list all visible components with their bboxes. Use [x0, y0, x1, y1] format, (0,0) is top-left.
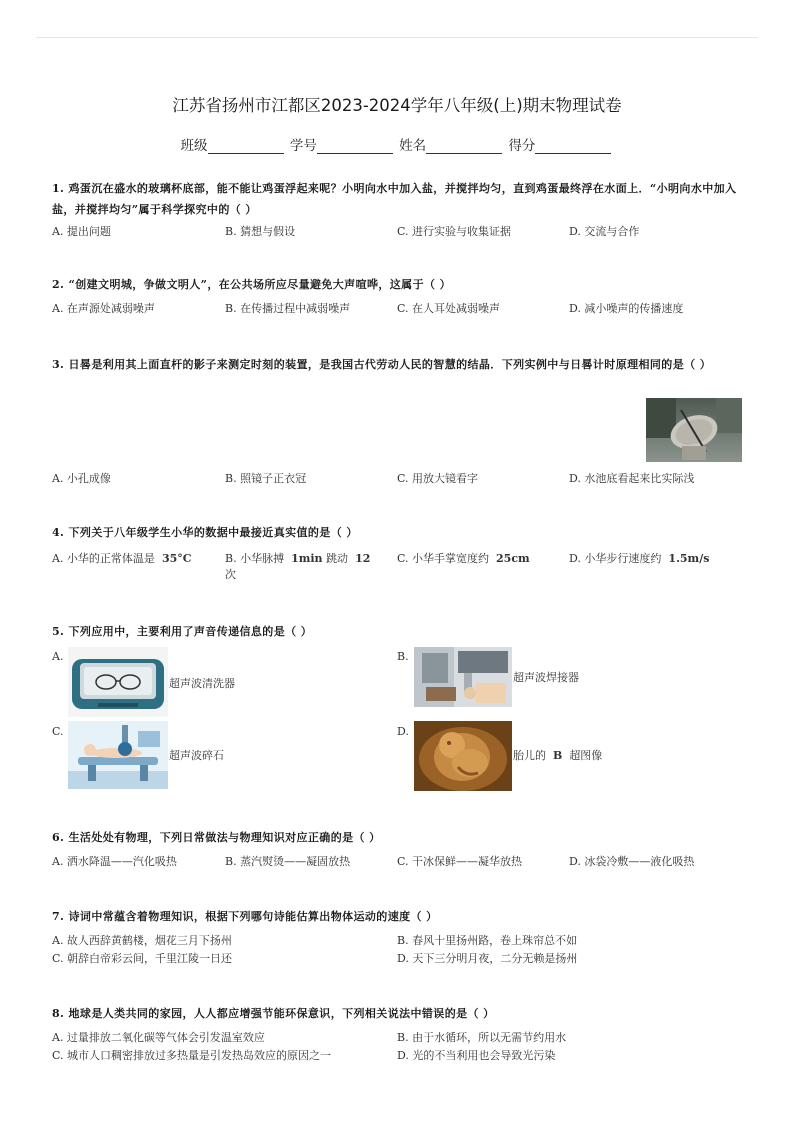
question-7 — [52, 906, 742, 969]
sundial-image — [646, 398, 742, 462]
question-stem: 8. 地球是人类共同的家园，人人都应增强节能环保意识，下列相关说法中错误的是（ ） — [52, 1007, 495, 1020]
score-blank[interactable] — [535, 139, 611, 154]
option-c-text: C. 小华手掌宽度约 — [397, 552, 490, 565]
option-d-caption-letter: B — [553, 749, 563, 762]
option-c[interactable]: C. 在人耳处减弱噪声 — [397, 302, 501, 315]
option-b-value-2: 12 — [355, 552, 371, 565]
options-row — [52, 854, 742, 874]
option-d[interactable]: D. 天下三分明月夜，二分无赖是扬州 — [397, 952, 578, 965]
option-c[interactable] — [397, 551, 530, 567]
question-6 — [52, 827, 742, 874]
student-info-line — [0, 134, 794, 154]
ultrasonic-welder-image — [414, 647, 512, 707]
option-a[interactable]: A. — [52, 650, 64, 663]
option-d-caption-text-2: 超图像 — [569, 749, 603, 762]
question-8 — [52, 1003, 742, 1066]
student-id-label: 学号 — [289, 138, 317, 154]
option-d-text: D. 小华步行速度约 — [569, 552, 662, 565]
options-row-1 — [52, 933, 742, 951]
option-b-text-2: 跳动 — [326, 552, 349, 565]
option-d[interactable]: D. — [397, 725, 409, 738]
question-4 — [52, 522, 742, 543]
question-4-options — [52, 551, 742, 587]
option-c[interactable]: C. 进行实验与收集证据 — [397, 225, 512, 238]
option-a[interactable]: A. 提出问题 — [52, 225, 111, 238]
option-a[interactable]: A. 故人西辞黄鹤楼，烟花三月下扬州 — [52, 934, 232, 947]
option-d[interactable]: D. 水池底看起来比实际浅 — [569, 472, 695, 485]
question-1 — [52, 178, 742, 244]
option-b[interactable]: B. 猜想与假设 — [225, 225, 296, 238]
question-stem: 5. 下列应用中，主要利用了声音传递信息的是（ ） — [52, 625, 313, 638]
options-row — [52, 224, 742, 244]
student-id-blank[interactable] — [317, 139, 393, 154]
class-label: 班级 — [180, 138, 208, 154]
option-b-text-3: 次 — [225, 568, 236, 581]
option-a[interactable]: A. 在声源处减弱噪声 — [52, 302, 155, 315]
option-a-text: A. 小华的正常体温是 — [52, 552, 155, 565]
question-stem: 7. 诗词中常蕴含着物理知识，根据下列哪句诗能估算出物体运动的速度（ ） — [52, 910, 438, 923]
option-b-text: B. 小华脉搏 — [225, 552, 285, 565]
ultrasonic-cleaner-image — [68, 647, 168, 717]
name-blank[interactable] — [426, 139, 502, 154]
option-b-value: 1min — [291, 552, 323, 565]
option-d[interactable] — [569, 551, 709, 567]
name-label: 姓名 — [399, 138, 427, 154]
options-row — [52, 551, 742, 587]
option-a-caption: 超声波清洗器 — [169, 677, 235, 690]
exam-title: 江苏省扬州市江都区2023-2024学年八年级(上)期末物理试卷 — [172, 96, 622, 115]
option-b[interactable]: B. 春风十里扬州路，卷上珠帘总不如 — [397, 934, 578, 947]
question-stem: 1. 鸡蛋沉在盛水的玻璃杯底部，能不能让鸡蛋浮起来呢？小明向水中加入盐，并搅拌均匀，直到鸡蛋最终浮在水面上．“小明向水中加入盐，并搅拌均匀”属于科学探究中的（ ） — [52, 182, 737, 216]
options-row — [52, 471, 742, 491]
option-d-value: 1.5m/s — [668, 552, 710, 565]
option-d-caption — [513, 747, 602, 763]
lithotripsy-image — [68, 721, 168, 789]
question-3-options — [52, 471, 742, 491]
option-d[interactable]: D. 冰袋冷敷——液化吸热 — [569, 855, 695, 868]
option-c-value: 25cm — [496, 552, 530, 565]
score-label: 得分 — [508, 138, 536, 154]
option-a[interactable]: A. 过量排放二氧化碳等气体会引发温室效应 — [52, 1031, 265, 1044]
question-5 — [52, 621, 742, 642]
question-stem: 4. 下列关于八年级学生小华的数据中最接近真实值的是（ ） — [52, 526, 358, 539]
option-b[interactable]: B. 由于水循环，所以无需节约用水 — [397, 1031, 567, 1044]
option-c[interactable]: C. 用放大镜看字 — [397, 472, 479, 485]
option-b[interactable]: B. 照镜子正衣冠 — [225, 472, 307, 485]
option-d-caption-text: 胎儿的 — [513, 749, 546, 762]
top-divider — [36, 37, 758, 38]
option-c[interactable]: C. 城市人口稠密排放过多热量是引发热岛效应的原因之一 — [52, 1049, 332, 1062]
option-a-value: 35°C — [161, 552, 192, 565]
option-b[interactable]: B. 在传播过程中减弱噪声 — [225, 302, 351, 315]
option-a[interactable]: A. 小孔成像 — [52, 472, 111, 485]
option-b-caption: 超声波焊接器 — [513, 671, 579, 684]
option-a[interactable]: A. 洒水降温——汽化吸热 — [52, 855, 177, 868]
options-row-1 — [52, 1030, 742, 1048]
question-stem: 6. 生活处处有物理，下列日常做法与物理知识对应正确的是（ ） — [52, 831, 381, 844]
question-stem: 3. 日晷是利用其上面直杆的影子来测定时刻的装置，是我国古代劳动人民的智慧的结晶．下列实例中与日晷计时原理相同的是（ ） — [52, 358, 712, 371]
option-c-caption: 超声波碎石 — [169, 749, 224, 762]
options-row-2 — [52, 1048, 742, 1066]
option-b[interactable]: B. 蒸汽熨烫——凝固放热 — [225, 855, 351, 868]
option-d[interactable]: D. 交流与合作 — [569, 225, 640, 238]
option-c[interactable]: C. 朝辞白帝彩云间，千里江陵一日还 — [52, 952, 233, 965]
option-a[interactable] — [52, 551, 192, 567]
options-row — [52, 301, 742, 321]
question-stem: 2. “创建文明城，争做文明人”，在公共场所应尽量避免大声喧哗，这属于（ ） — [52, 278, 451, 291]
option-c[interactable]: C. 干冰保鲜——凝华放热 — [397, 855, 523, 868]
option-c[interactable]: C. — [52, 725, 64, 738]
option-d[interactable]: D. 减小噪声的传播速度 — [569, 302, 684, 315]
fetal-b-ultrasound-image — [414, 721, 512, 791]
class-blank[interactable] — [208, 139, 284, 154]
question-3 — [52, 354, 742, 375]
option-d[interactable]: D. 光的不当利用也会导致光污染 — [397, 1049, 556, 1062]
option-b[interactable] — [225, 551, 385, 583]
question-2 — [52, 274, 742, 321]
option-b[interactable]: B. — [397, 650, 409, 663]
options-row-2 — [52, 951, 742, 969]
